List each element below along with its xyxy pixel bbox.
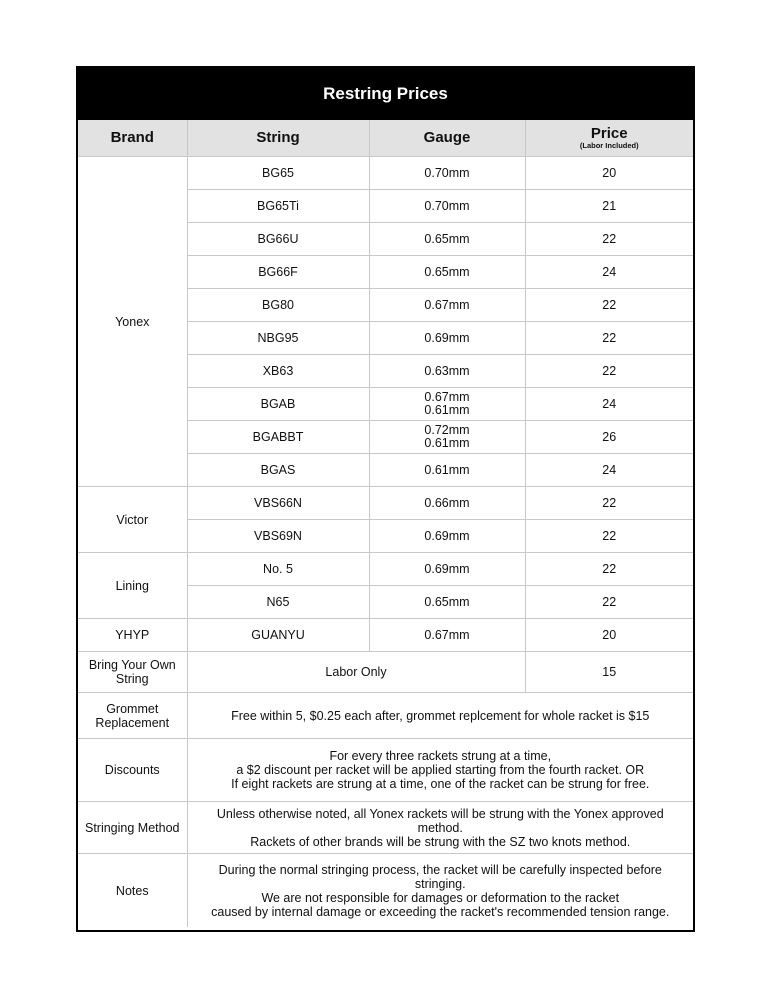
notes-row: [78, 854, 693, 928]
price-cell: 20: [525, 619, 693, 652]
grommet-label: [78, 693, 187, 739]
table-row: [78, 157, 693, 190]
header-gauge: Gauge: [369, 120, 525, 157]
gauge-cell: [369, 157, 525, 190]
gauge-cell: [369, 289, 525, 322]
byo-price: 15: [525, 652, 693, 693]
method-row: [78, 802, 693, 854]
brand-cell: Victor: [78, 487, 187, 553]
brand-cell: Lining: [78, 553, 187, 619]
string-cell: VBS66N: [187, 487, 369, 520]
method-desc: [187, 802, 693, 854]
header-brand: Brand: [78, 120, 187, 157]
gauge-cell: [369, 520, 525, 553]
string-cell: BGABBT: [187, 421, 369, 454]
discounts-line: a $2 discount per racket will be applied starting from the fourth racket. OR: [236, 763, 645, 777]
byo-label: [78, 652, 187, 693]
gauge-cell: [369, 388, 525, 421]
gauge-value: 0.70mm: [424, 166, 470, 180]
gauge-value: 0.69mm: [424, 331, 470, 345]
price-cell: 20: [525, 157, 693, 190]
table-body: [78, 157, 693, 928]
gauge-value: 0.69mm: [424, 562, 470, 576]
string-cell: BG66U: [187, 223, 369, 256]
string-cell: VBS69N: [187, 520, 369, 553]
grommet-label-line: Grommet: [106, 701, 159, 716]
price-cell: 22: [525, 553, 693, 586]
price-cell: 22: [525, 520, 693, 553]
table-row: [78, 487, 693, 520]
gauge-cell: [369, 619, 525, 652]
price-cell: 22: [525, 586, 693, 619]
page-title: Restring Prices: [78, 68, 693, 120]
string-cell: GUANYU: [187, 619, 369, 652]
string-cell: N65: [187, 586, 369, 619]
string-cell: No. 5: [187, 553, 369, 586]
string-cell: XB63: [187, 355, 369, 388]
price-cell: 22: [525, 322, 693, 355]
header-price: [525, 120, 693, 157]
byo-row: [78, 652, 693, 693]
byo-label-line: String: [115, 672, 149, 686]
method-label: Stringing Method: [78, 802, 187, 854]
method-line: Rackets of other brands will be strung with the SZ two knots method.: [250, 834, 631, 849]
notes-line: During the normal stringing process, the racket will be carefully inspected before stringing.: [218, 862, 662, 891]
string-cell: NBG95: [187, 322, 369, 355]
gauge-value: 0.65mm: [424, 265, 470, 279]
discounts-desc: [187, 739, 693, 802]
gauge-cell: [369, 487, 525, 520]
price-cell: 24: [525, 454, 693, 487]
header-string: String: [187, 120, 369, 157]
notes-label: Notes: [78, 854, 187, 928]
string-cell: BG65: [187, 157, 369, 190]
gauge-value: 0.67mm: [424, 390, 470, 404]
discounts-line: If eight rackets are strung at a time, one of the racket can be strung for free.: [231, 777, 650, 791]
gauge-cell: [369, 421, 525, 454]
price-cell: 22: [525, 223, 693, 256]
header-row: [78, 120, 693, 157]
gauge-value: 0.67mm: [424, 628, 470, 642]
discounts-line: For every three rackets strung at a time,: [329, 749, 552, 763]
header-price-note: (Labor Included): [579, 140, 639, 150]
string-cell: BG80: [187, 289, 369, 322]
gauge-cell: [369, 190, 525, 223]
gauge-value: 0.65mm: [424, 232, 470, 246]
price-cell: 24: [525, 388, 693, 421]
notes-line: We are not responsible for damages or deformation to the racket: [261, 890, 620, 905]
gauge-cell: [369, 256, 525, 289]
discounts-label: Discounts: [78, 739, 187, 802]
gauge-cell: [369, 223, 525, 256]
method-line: Unless otherwise noted, all Yonex rackets will be strung with the Yonex approved method.: [216, 806, 664, 835]
notes-line: caused by internal damage or exceeding the racket's recommended tension range.: [211, 904, 670, 919]
gauge-value: 0.67mm: [424, 298, 470, 312]
gauge-value: 0.70mm: [424, 199, 470, 213]
gauge-value: 0.61mm: [424, 436, 470, 450]
brand-cell: YHYP: [78, 619, 187, 652]
string-cell: BGAB: [187, 388, 369, 421]
price-cell: 26: [525, 421, 693, 454]
string-cell: BG66F: [187, 256, 369, 289]
grommet-label-line: Replacement: [95, 715, 170, 730]
string-cell: BGAS: [187, 454, 369, 487]
grommet-row: [78, 693, 693, 739]
table-row: [78, 619, 693, 652]
notes-desc: [187, 854, 693, 928]
gauge-cell: [369, 586, 525, 619]
gauge-value: 0.66mm: [424, 496, 470, 510]
gauge-value: 0.69mm: [424, 529, 470, 543]
price-cell: 22: [525, 487, 693, 520]
gauge-value: 0.65mm: [424, 595, 470, 609]
byo-desc: Labor Only: [187, 652, 525, 693]
byo-label-line: Bring Your Own: [88, 658, 176, 672]
header-price-label: Price: [590, 124, 628, 142]
gauge-value: 0.72mm: [424, 423, 470, 437]
price-cell: 22: [525, 355, 693, 388]
gauge-cell: [369, 355, 525, 388]
gauge-value: 0.63mm: [424, 364, 470, 378]
grommet-desc: Free within 5, $0.25 each after, grommet replcement for whole racket is $15: [187, 693, 693, 739]
price-cell: 22: [525, 289, 693, 322]
gauge-cell: [369, 322, 525, 355]
price-cell: 24: [525, 256, 693, 289]
gauge-cell: [369, 553, 525, 586]
price-sheet: [76, 66, 695, 932]
brand-cell: Yonex: [78, 157, 187, 487]
gauge-value: 0.61mm: [424, 463, 470, 477]
string-cell: BG65Ti: [187, 190, 369, 223]
table-row: [78, 553, 693, 586]
price-cell: 21: [525, 190, 693, 223]
price-table: [78, 120, 693, 927]
discounts-row: [78, 739, 693, 802]
gauge-cell: [369, 454, 525, 487]
gauge-value: 0.61mm: [424, 403, 470, 417]
